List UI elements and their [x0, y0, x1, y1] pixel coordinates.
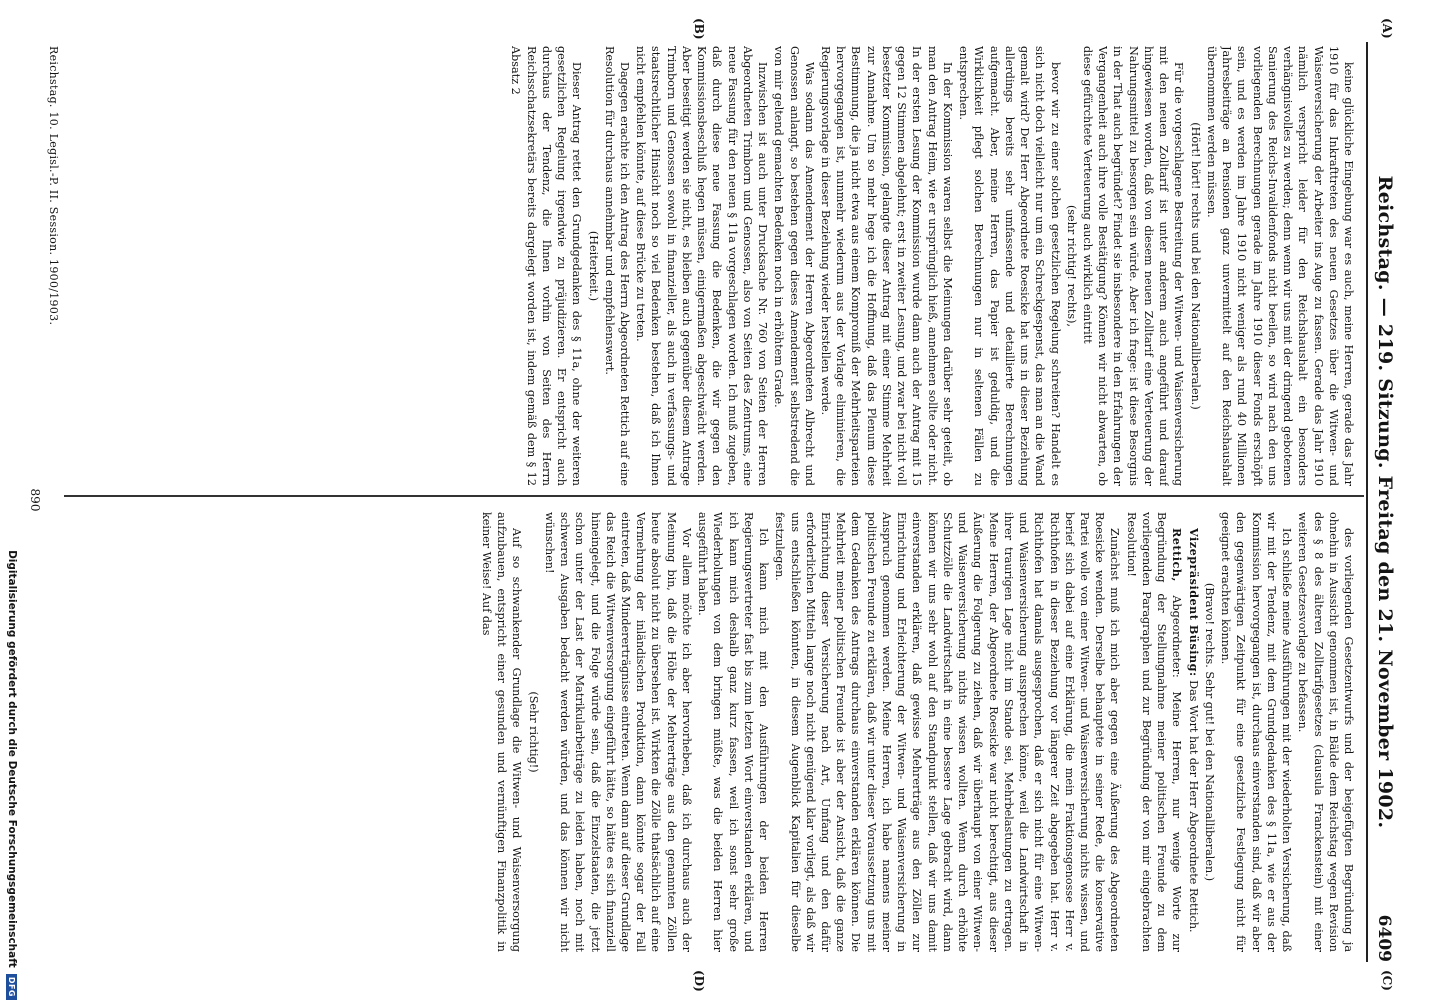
margin-marker-c: (C)	[1380, 970, 1394, 991]
text-paragraph: Ich kann mich mit den Ausführungen der beiden Herren Regierungsvertreter fast bis zum letzten Wort einverstanden erklären, und ich kann mich deshalb ganz kurz fassen, weil ich sonst sehr große Wiederholungen von dem bringen müßte, was die beiden Herren hier ausgeführt haben.	[696, 512, 771, 952]
speaker-name: Vizepräsident Büsing:	[1186, 528, 1201, 677]
text-paragraph: Ich schließe meine Ausführungen mit der wiederholten Versicherung, daß wir mit der Tendenz, mit dem Grundgedanken des § 11a, wie er aus der Kommission hervorgegangen ist, durchaus einverstanden sind, daß wir aber den gegenwärtigen Zeitpunkt für eine gesetzliche Festlegung nicht für geeignet erachten können.	[1219, 512, 1294, 952]
interjection: (Sehr richtig!)	[526, 691, 540, 773]
page-number: 6409	[1374, 914, 1394, 962]
text-paragraph: Auf so schwankender Grundlage die Witwen- und Waisenversorgung aufzubauen, entspricht einer gesunden und vernünftigen Finanzpolitik in keiner Weise! Auf das	[479, 512, 524, 952]
interjection: (Hört! hört! rechts und bei den Nationalliberalen.)	[1188, 122, 1202, 410]
interjection: (Heiterkeit.)	[586, 230, 600, 302]
margin-marker-b: (B)	[692, 18, 706, 40]
margin-marker-a: (A)	[1380, 18, 1394, 39]
text-paragraph: Zunächst muß ich mich aber gegen eine Äußerung des Abgeordneten Roesicke wenden. Derselbe behauptete in seiner Rede, die konservative Partei wolle von einer Witwen- und Waisenversicherung nichts wissen, und berief sich dabei auf eine Erklärung, die mein Fraktionsgenosse Herr v. Richthofen in dieser Beziehung vor längerer Zeit abgegeben hat. Herr v. Richthofen hat damals ausgesprochen, daß er sich nicht für eine Witwen- und Waisenversicherung aussprechen könne, weil die Landwirtschaft in ihrer traurigen Lage nicht im Stande sei, Mehrbelastungen zu ertragen. Meine Herren, der Abgeordnete Roesicke war nicht berechtigt, aus dieser Äußerung die Folgerung zu ziehen, daß wir überhaupt von einer Witwen- und Waisenversicherung nichts wissen wollten. Wenn durch erhöhte Schutzzölle die Landwirtschaft in eine bessere Lage gebracht wird, dann können wir uns sehr wohl auf den Standpunkt stellen, daß wir uns damit einverstanden erklären, daß gewisse Mehrerträge aus den Zöllen zur Einrichtung und Erleichterung der Witwen- und Waisenversicherung in Anspruch genommen werden. Meine Herren, ich habe namens meiner politischen Freunde zu erklären, daß wir unter dieser Voraussetzung uns mit dem Gedanken des Antrags durchaus einverstanden erklären können. Die Mehrheit meiner politischen Freunde ist aber der Ansicht, daß die ganze Einrichtung dieser Versicherung nach Art, Umfang und den dafür erforderlichen Mitteln lange noch nicht genügend klar vorliegt, als daß wir uns entschließen könnten, in diesem Augenblick Kapitalien für dieselbe festzulegen.	[773, 512, 1122, 952]
dfg-logo: DFG	[7, 974, 18, 1000]
left-text-column	[66, 46, 1356, 486]
interjection: (Bravo! rechts. Sehr gut! bei den Nationalliberalen.)	[1202, 582, 1216, 882]
speaker-text: Das Wort hat der Herr Abgeordnete Rettich.	[1186, 680, 1200, 933]
text-paragraph: des vorliegenden Gesetzentwurfs und der beigefügten Begründung ja ohnehin in Aussicht genommen ist, in Bälde dem Reichstag wegen Revision des § 8 des älteren Zolltarifgesetzes (clausula Franckenstein) mit einer weiteren Gesetzesvorlage zu befassen.	[1296, 512, 1355, 952]
page-title: Reichstag. — 219. Sitzung. Freitag den 21. November 1902.	[1374, 175, 1396, 829]
speaker-name: Rettich,	[1170, 528, 1185, 582]
right-text-column	[66, 512, 1356, 952]
speaker-paragraph	[1123, 512, 1184, 952]
text-paragraph: In der Kommission waren selbst die Meinungen darüber sehr geteilt, ob man den Antrag Heim, wie er ursprünglich hieß, annehmen sollte oder nicht. In der ersten Lesung der Kommission wurde dann auch der Antrag mit 15 gegen 12 Stimmen abgelehnt; erst in zweiter Lesung, und zwar bei nicht voll besetzter Kommission, gelangte dieser Antrag mit einer Stimme Mehrheit zur Annahme. Um so mehr hege ich die Hoffnung, daß das Plenum diese Bestimmung, die ja nicht etwa aus einem Kompromiß der Mehrheitsparteien hervorgegangen ist, nunmehr wiederum aus der Vorlage eliminieren, die Regierungsvorlage in dieser Beziehung wieder herstellen werde.	[819, 46, 954, 486]
text-paragraph: Inzwischen ist auch unter Drucksache Nr. 760 von Seiten der Herren Abgeordneten Trimborn und Genossen, also von Seiten des Zentrums, eine neue Fassung für den neuen § 11a vorgeschlagen worden. Ich muß zugeben, daß durch diese neue Fassung die Bedenken, die wir gegen den Kommissionsbeschluß hegen müssen, einigermaßen abgeschwächt werden. Aber beseitigt werden sie nicht, es bleiben auch gegenüber diesem Antrage Trimborn und Genossen sowohl in finanzieller, als auch in verfassungs- und staatsrechtlicher Hinsicht noch so viel Bedenken bestehen, daß ich Ihnen nicht empfehlen könnte, auf diese Brücke zu treten.	[634, 46, 770, 486]
text-paragraph: Für die vorgeschlagene Bestreitung der Witwen- und Waisenversicherung mit den neuen Zolltarif ist unter anderem auch angeführt und darauf hingewiesen worden, daß von diesem neuen Zolltarif eine Verteuerung der Nahrungsmittel zu besorgen sein würde. Aber ich frage: ist diese Besorgnis in der That auch begründet? Findet sie insbesondere in den Erfahrungen der Vergangenheit auch ihre volle Bestätigung? Können wir nicht abwarten, ob diese gefürchtete Verteuerung auch wirklich eintritt	[1081, 46, 1186, 486]
margin-marker-d: (D)	[692, 970, 706, 992]
text-paragraph: Was sodann das Amendement der Herren Abgeordneten Albrecht und Genossen anlangt, so bestehen gegen dieses Amendement selbstredend die von mir geltend gemachten Bedenken noch in erhöhtem Grade.	[772, 46, 816, 486]
footer-page-number: 890	[28, 488, 42, 512]
text-paragraph: keine glückliche Eingebung war es auch, meine Herren, gerade das Jahr 1910 für das Inkrafttreten des neuen Gesetzes über die Witwen- und Waisenversicherung der Arbeiter ins Auge zu fassen. Gerade das Jahr 1910 nämlich verspricht leider für den Reichshaushalt ein besonders verhängnisvolles zu werden; denn wenn wir uns mit der dringend gebotenen Sanierung des Reichs-Invalidenfonds nicht beeilen, so wird nach den uns vorliegenden Berechnungen gerade im Jahre 1910 dieser Fonds erschöpft sein, und es werden im Jahre 1910 nicht weniger als rund 40 Millionen Jahresbeiträge an Pensionen ganz unvermittelt auf den Reichshaushalt übernommen werden müssen.	[1204, 46, 1355, 486]
text-paragraph: bevor wir zu einer solchen gesetzlichen Regelung schreiten? Handelt es sich nicht doch vielleicht nur um ein Schreckgespenst, das man an die Wand gemalt wird? Der Herr Abgeordnete Roesicke hat uns in dieser Beziehung allerdings bereits sehr umfassende und detaillierte Berechnungen aufgemacht. Aber, meine Herren, das Papier ist geduldig, und die Wirklichkeit pflegt solchen Berechnungen nur in seltenen Fällen zu entsprechen.	[957, 46, 1062, 486]
speaker-text: Abgeordneter: Meine Herren, nur wenige Worte zur Begründung der Stellungnahme meiner politischen Freunde zu dem vorliegenden Paragraphen und zur Begründung der von mir eingebrachten Resolution!	[1124, 512, 1184, 952]
speaker-paragraph	[1185, 512, 1200, 952]
volume-signature: Reichstag. 10. Legisl.-P. II. Session. 1900/1903.	[47, 46, 60, 326]
page-header	[1366, 42, 1398, 962]
digitization-credit	[6, 0, 18, 1000]
column-divider	[64, 495, 1364, 497]
interjection: (sehr richtig! rechts),	[1064, 204, 1078, 328]
text-paragraph: Dagegen erachte ich den Antrag des Herrn Abgeordneten Rettich auf eine Resolution für durchaus annehmbar und empfehlenswert.	[602, 46, 631, 486]
text-paragraph: Vor allem möchte ich aber hervorheben, daß ich durchaus auch der Meinung bin, daß die Höhe der Mehrerträge aus den genannten Zöllen heute absolut nicht zu übersehen ist. Wirkten die Zölle thatsächlich auf eine Vermehrung der inländischen Produktion, dann könnte sogar der Fall eintreten, daß Mindererträgnisse eintreten. Wenn dann auf dieser Grundlage das Reich die Witwenversorgung eingeführt hätte, so hätte es sich finanziell hineingelegt, und die Folge würde sein, daß die Einzelstaaten, die jetzt schon unter der Last der Matrikularbeiträge zu leiden haben, noch mit schweren Ausgaben bedacht werden würden, und das können wir nicht wünschen!	[542, 512, 693, 952]
text-paragraph: Dieser Antrag rettet den Grundgedanken des § 11a, ohne der weiteren gesetzlichen Regelung irgendwie zu präjudizieren. Er entspricht auch durchaus der Tendenz, die Ihnen vorhin von Seiten des Herrn Reichsschatzsekretärs bereits dargelegt worden ist, indem gemäß dem § 12 Absatz 2	[509, 46, 584, 486]
credit-text: Digitalisierung gefördert durch die Deutsche Forschungsgemeinschaft	[6, 550, 18, 968]
